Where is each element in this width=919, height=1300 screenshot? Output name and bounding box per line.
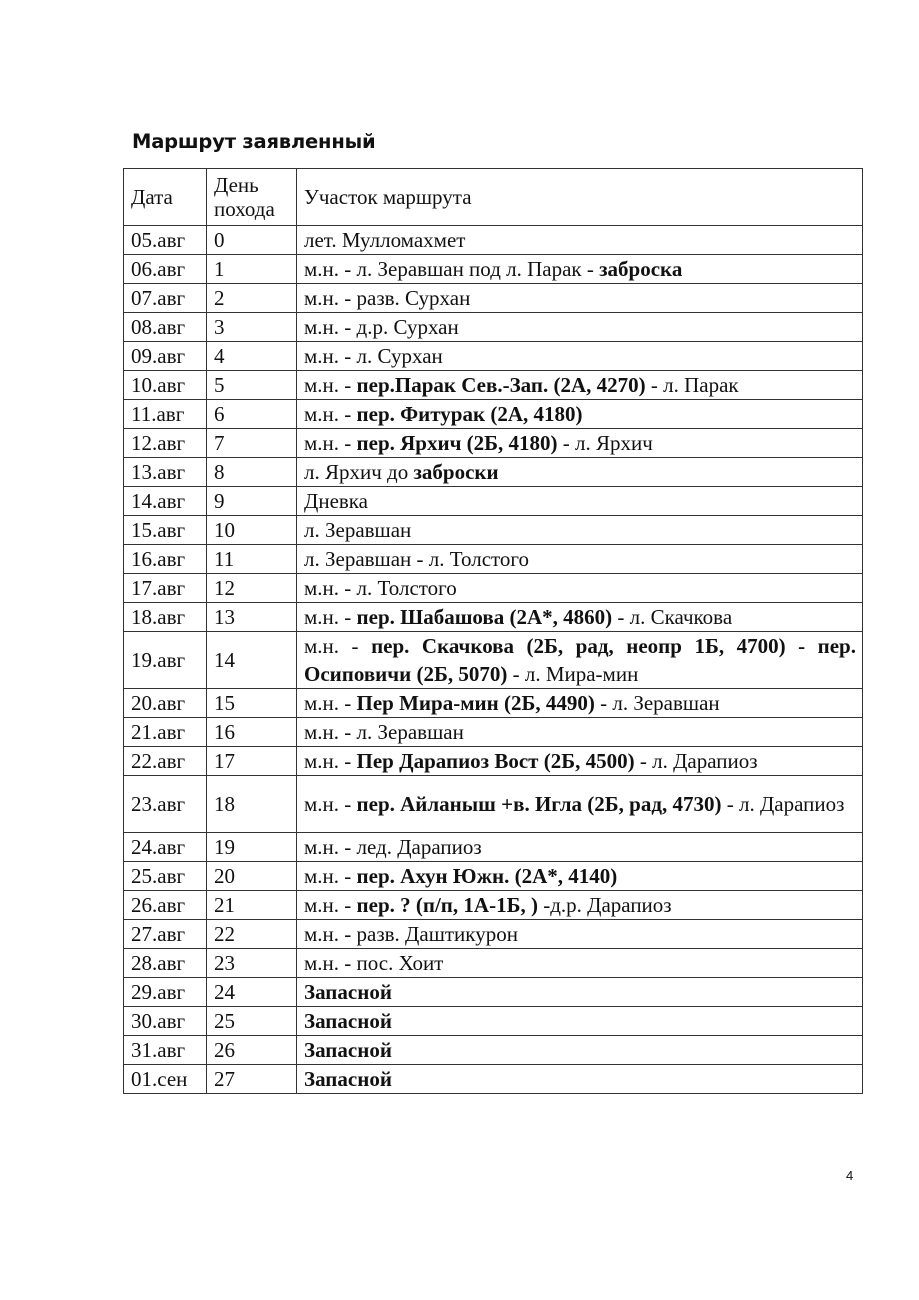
cell-route-segment (297, 949, 863, 978)
cell-route-segment (297, 1007, 863, 1036)
cell-date: 13.авг (124, 458, 207, 487)
segment-text: Дневка (304, 489, 369, 513)
cell-day: 24 (207, 978, 297, 1007)
segment-text: м.н. - (304, 792, 357, 816)
cell-date: 19.авг (124, 632, 207, 689)
table-row (124, 1036, 863, 1065)
cell-route-segment (297, 429, 863, 458)
segment-text: м.н. - разв. Сурхан (304, 286, 471, 310)
cell-day: 5 (207, 371, 297, 400)
cell-date: 01.сен (124, 1065, 207, 1094)
cell-day: 14 (207, 632, 297, 689)
segment-bold-text: пер. Айланыш +в. Игла (2Б, рад, 4730) (356, 792, 722, 816)
cell-day: 20 (207, 862, 297, 891)
cell-day: 1 (207, 255, 297, 284)
segment-text: м.н. - л. Зеравшан (304, 720, 464, 744)
cell-route-segment (297, 545, 863, 574)
cell-day: 0 (207, 226, 297, 255)
cell-route-segment (297, 284, 863, 313)
cell-day: 15 (207, 689, 297, 718)
segment-text: лет. Мулломахмет (304, 228, 466, 252)
segment-bold-text: пер. Ахун Южн. (2А*, 4140) (356, 864, 618, 888)
cell-date: 06.авг (124, 255, 207, 284)
page-number: 4 (846, 1168, 854, 1183)
cell-date: 15.авг (124, 516, 207, 545)
segment-text: м.н. - л. Зеравшан под л. Парак - (304, 257, 600, 281)
cell-route-segment (297, 603, 863, 632)
cell-route-segment (297, 689, 863, 718)
segment-bold-text: пер. ? (п/п, 1А-1Б, ) (356, 893, 538, 917)
cell-day: 7 (207, 429, 297, 458)
cell-date: 14.авг (124, 487, 207, 516)
segment-text: л. Зеравшан - л. Толстого (304, 547, 530, 571)
segment-bold-text: пер. Шабашова (2А*, 4860) (356, 605, 613, 629)
table-row (124, 1007, 863, 1036)
cell-date: 11.авг (124, 400, 207, 429)
segment-bold-text: Запасной (304, 1038, 392, 1062)
table-row (124, 776, 863, 833)
cell-route-segment (297, 862, 863, 891)
cell-route-segment (297, 1036, 863, 1065)
cell-route-segment (297, 718, 863, 747)
table-row (124, 429, 863, 458)
table-row (124, 920, 863, 949)
cell-date: 31.авг (124, 1036, 207, 1065)
segment-text: м.н. - л. Сурхан (304, 344, 443, 368)
cell-day: 6 (207, 400, 297, 429)
segment-text: м.н. - пос. Хоит (304, 951, 444, 975)
cell-date: 18.авг (124, 603, 207, 632)
segment-bold-text: заброска (599, 257, 683, 281)
cell-date: 29.авг (124, 978, 207, 1007)
table-row (124, 949, 863, 978)
segment-text: - л. Зеравшан (594, 691, 720, 715)
table-row (124, 603, 863, 632)
segment-text: м.н. - (304, 691, 357, 715)
cell-date: 27.авг (124, 920, 207, 949)
cell-route-segment (297, 891, 863, 920)
cell-route-segment (297, 400, 863, 429)
cell-route-segment (297, 313, 863, 342)
cell-route-segment (297, 226, 863, 255)
cell-route-segment (297, 574, 863, 603)
cell-date: 25.авг (124, 862, 207, 891)
cell-route-segment (297, 747, 863, 776)
table-row (124, 342, 863, 371)
segment-bold-text: пер. Скачкова (2Б, рад, неопр 1Б, 4700) - пер. Осиповичи (2Б, 5070) (304, 634, 856, 686)
table-row (124, 833, 863, 862)
cell-route-segment (297, 1065, 863, 1094)
cell-date: 22.авг (124, 747, 207, 776)
segment-bold-text: Запасной (304, 980, 392, 1004)
header-day: День похода (207, 169, 297, 226)
cell-date: 12.авг (124, 429, 207, 458)
route-table (123, 168, 863, 1094)
segment-text: м.н. - лед. Дарапиоз (304, 835, 482, 859)
cell-date: 10.авг (124, 371, 207, 400)
table-row (124, 487, 863, 516)
table-row (124, 545, 863, 574)
cell-date: 23.авг (124, 776, 207, 833)
segment-text: м.н. - л. Толстого (304, 576, 457, 600)
segment-bold-text: заброски (413, 460, 499, 484)
segment-bold-text: пер.Парак Сев.-Зап. (2А, 4270) (356, 373, 646, 397)
segment-text: м.н. - (304, 634, 372, 658)
cell-day: 19 (207, 833, 297, 862)
table-row (124, 516, 863, 545)
cell-day: 26 (207, 1036, 297, 1065)
segment-text: - л. Дарапиоз (721, 792, 845, 816)
cell-day: 17 (207, 747, 297, 776)
segment-bold-text: пер. Фитурак (2А, 4180) (356, 402, 583, 426)
cell-day: 16 (207, 718, 297, 747)
table-row (124, 458, 863, 487)
cell-day: 25 (207, 1007, 297, 1036)
cell-date: 21.авг (124, 718, 207, 747)
table-row (124, 400, 863, 429)
cell-day: 10 (207, 516, 297, 545)
segment-text: м.н. - разв. Даштикурон (304, 922, 518, 946)
cell-date: 24.авг (124, 833, 207, 862)
cell-day: 21 (207, 891, 297, 920)
segment-text: -д.р. Дарапиоз (537, 893, 672, 917)
table-row (124, 226, 863, 255)
cell-route-segment (297, 776, 863, 833)
segment-text: м.н. - (304, 431, 357, 455)
cell-date: 20.авг (124, 689, 207, 718)
cell-route-segment (297, 255, 863, 284)
segment-text: л. Зеравшан (304, 518, 412, 542)
cell-route-segment (297, 487, 863, 516)
table-row (124, 978, 863, 1007)
cell-route-segment (297, 516, 863, 545)
segment-text: м.н. - (304, 749, 357, 773)
cell-day: 11 (207, 545, 297, 574)
cell-date: 07.авг (124, 284, 207, 313)
cell-route-segment (297, 458, 863, 487)
cell-date: 16.авг (124, 545, 207, 574)
segment-bold-text: Пер Мира-мин (2Б, 4490) (356, 691, 595, 715)
cell-date: 26.авг (124, 891, 207, 920)
segment-text: м.н. - (304, 402, 357, 426)
segment-text: м.н. - (304, 893, 357, 917)
table-row (124, 313, 863, 342)
segment-text: м.н. - (304, 373, 357, 397)
cell-day: 3 (207, 313, 297, 342)
segment-text: - л. Скачкова (612, 605, 733, 629)
route-heading: Маршрут заявленный (132, 130, 376, 153)
cell-date: 09.авг (124, 342, 207, 371)
segment-bold-text: Запасной (304, 1009, 392, 1033)
cell-date: 28.авг (124, 949, 207, 978)
cell-day: 12 (207, 574, 297, 603)
cell-date: 30.авг (124, 1007, 207, 1036)
segment-text: - л. Ярхич (557, 431, 653, 455)
cell-day: 4 (207, 342, 297, 371)
table-row (124, 284, 863, 313)
segment-text: м.н. - (304, 605, 357, 629)
table-row (124, 1065, 863, 1094)
cell-day: 9 (207, 487, 297, 516)
cell-day: 8 (207, 458, 297, 487)
cell-route-segment (297, 342, 863, 371)
table-row (124, 862, 863, 891)
cell-route-segment (297, 632, 863, 689)
cell-day: 22 (207, 920, 297, 949)
table-row (124, 747, 863, 776)
cell-day: 2 (207, 284, 297, 313)
table-row (124, 574, 863, 603)
table-row (124, 891, 863, 920)
segment-bold-text: Пер Дарапиоз Вост (2Б, 4500) (356, 749, 635, 773)
cell-day: 27 (207, 1065, 297, 1094)
cell-date: 05.авг (124, 226, 207, 255)
cell-route-segment (297, 978, 863, 1007)
cell-date: 08.авг (124, 313, 207, 342)
segment-bold-text: Запасной (304, 1067, 392, 1091)
table-row (124, 718, 863, 747)
cell-day: 13 (207, 603, 297, 632)
cell-date: 17.авг (124, 574, 207, 603)
table-row (124, 689, 863, 718)
table-row (124, 632, 863, 689)
table-row (124, 255, 863, 284)
cell-route-segment (297, 833, 863, 862)
cell-day: 23 (207, 949, 297, 978)
segment-bold-text: пер. Ярхич (2Б, 4180) (356, 431, 558, 455)
route-table-body (124, 226, 863, 1094)
cell-route-segment (297, 920, 863, 949)
segment-text: л. Ярхич до (304, 460, 414, 484)
cell-day: 18 (207, 776, 297, 833)
segment-text: - л. Парак (645, 373, 739, 397)
segment-text: - л. Мира-мин (507, 662, 639, 686)
header-date: Дата (124, 169, 207, 226)
header-segment: Участок маршрута (297, 169, 863, 226)
table-header-row (124, 169, 863, 226)
cell-route-segment (297, 371, 863, 400)
segment-text: - л. Дарапиоз (634, 749, 758, 773)
segment-text: м.н. - д.р. Сурхан (304, 315, 459, 339)
table-row (124, 371, 863, 400)
segment-text: м.н. - (304, 864, 357, 888)
